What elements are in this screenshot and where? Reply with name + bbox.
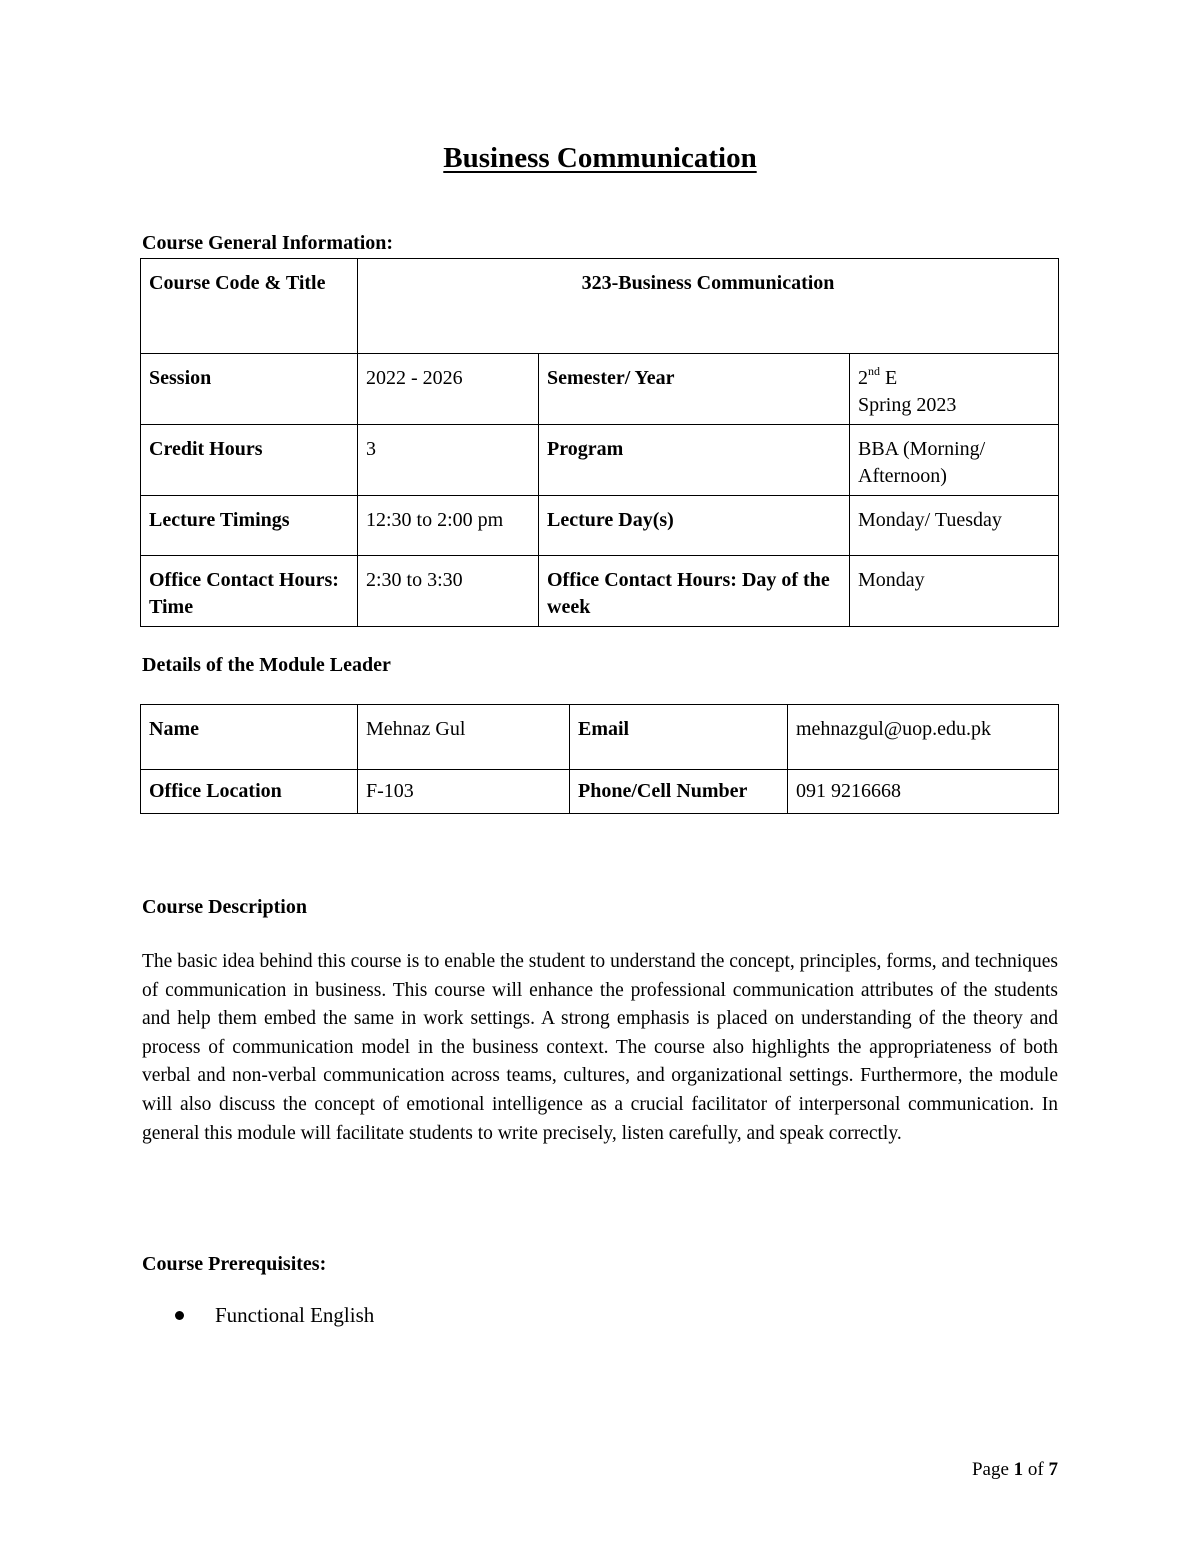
semester-suffix: E: [880, 367, 898, 389]
leader-phone-label: Phone/Cell Number: [570, 770, 788, 814]
list-item: [170, 1303, 374, 1328]
lecture-timings-label: Lecture Timings: [141, 496, 358, 556]
page-prefix: Page: [971, 1459, 1014, 1480]
course-description-heading: Course Description: [142, 896, 307, 918]
leader-name-value: Mehnaz Gul: [358, 705, 570, 770]
office-day-label: Office Contact Hours: Day of the week: [539, 556, 850, 627]
module-leader-heading: Details of the Module Leader: [142, 654, 391, 676]
table-row: [141, 496, 1059, 556]
semester-ordinal: nd: [868, 364, 880, 379]
course-general-info-table: [140, 258, 1059, 627]
session-value: 2022 - 2026: [358, 354, 539, 425]
semester-number: 2: [858, 367, 868, 389]
course-code-value: 323-Business Communication: [358, 259, 1059, 354]
semester-label: Semester/ Year: [539, 354, 850, 425]
semester-value: [850, 354, 1059, 425]
session-label: Session: [141, 354, 358, 425]
program-label: Program: [539, 425, 850, 496]
page-number-footer: [972, 1459, 1058, 1481]
office-time-value: 2:30 to 3:30: [358, 556, 539, 627]
office-time-label: Office Contact Hours: Time: [141, 556, 358, 627]
general-info-heading: Course General Information:: [142, 232, 394, 254]
page-total: 7: [1048, 1459, 1058, 1480]
table-row: [141, 556, 1059, 627]
program-value: BBA (Morning/ Afternoon): [850, 425, 1059, 496]
leader-office-value: F-103: [358, 770, 570, 814]
document-title: Business Communication: [443, 142, 757, 174]
semester-year: Spring 2023: [858, 394, 957, 416]
leader-name-label: Name: [141, 705, 358, 770]
module-leader-table: [140, 704, 1059, 814]
prerequisite-label: Functional English: [215, 1303, 375, 1327]
page-mid: of: [1023, 1459, 1049, 1480]
lecture-days-label: Lecture Day(s): [539, 496, 850, 556]
table-row: [141, 354, 1059, 425]
course-code-label: Course Code & Title: [141, 259, 358, 354]
course-description-text: The basic idea behind this course is to enable the student to understand the concept, principles, forms, and techniques of communication in business. This course will enhance the professional communication attributes of the students and help them embed the same in work settings. A strong emphasis is placed on understanding of the theory and process of communication model in the business context. The course also highlights the appropriateness of both verbal and non-verbal communication across teams, cultures, and organizational settings. Furthermore, the module will also discuss the concept of emotional intelligence as a crucial facilitator of interpersonal communication. In general this module will facilitate students to write precisely, listen carefully, and speak correctly.: [142, 951, 1058, 1144]
prerequisites-list: [170, 1303, 374, 1328]
office-day-value: Monday: [850, 556, 1059, 627]
leader-office-label: Office Location: [141, 770, 358, 814]
credit-hours-value: 3: [358, 425, 539, 496]
credit-hours-label: Credit Hours: [141, 425, 358, 496]
lecture-days-value: Monday/ Tuesday: [850, 496, 1059, 556]
table-row: [141, 425, 1059, 496]
leader-email-label: Email: [570, 705, 788, 770]
lecture-timings-value: 12:30 to 2:00 pm: [358, 496, 539, 556]
leader-email-value: mehnazgul@uop.edu.pk: [788, 705, 1059, 770]
table-row: [141, 770, 1059, 814]
prerequisites-heading: Course Prerequisites:: [142, 1253, 327, 1275]
table-row: [141, 705, 1059, 770]
leader-phone-value: 091 9216668: [788, 770, 1059, 814]
page-current: 1: [1013, 1459, 1024, 1480]
bullet-icon: [175, 1311, 184, 1320]
table-row: [141, 259, 1059, 354]
